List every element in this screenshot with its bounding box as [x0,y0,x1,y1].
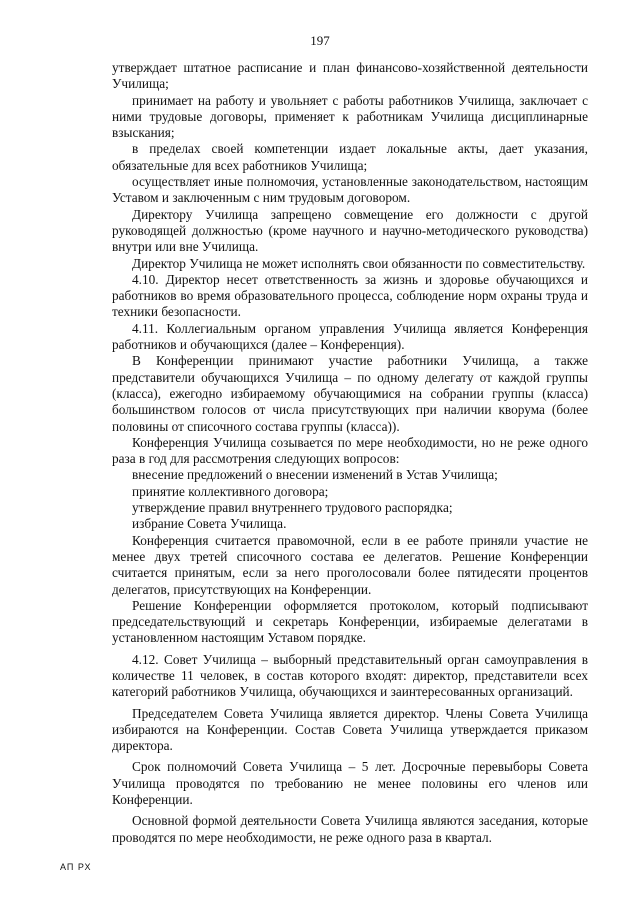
paragraph: Конференция считается правомочной, если в ее работе приняли участие не менее двух третей списочного состава ее делегатов. Решение Конференции считается принятым, если за него проголосовали более пятидесяти процентов делегатов, присутствующих на Конференции. [112,532,588,597]
paragraph: Директор Училища не может исполнять свои обязанности по совместительству. [132,255,586,271]
paragraph: Срок полномочий Совета Училища – 5 лет. Досрочные перевыборы Совета Училища проводятся по требованию не менее половины его членов или Конференции. [112,759,588,808]
paragraph: осуществляет иные полномочия, установленные законодательством, настоящим Уставом и заключенным с ним трудовым договором. [112,174,588,206]
paragraph: утверждает штатное расписание и план финансово-хозяйственной деятельности Училища; [112,60,588,92]
paragraph: утверждение правил внутреннего трудового распорядка; [132,500,453,516]
paragraph: 4.11. Коллегиальным органом управления Училища является Конференция работников и обучающихся (далее – Конференция). [112,320,588,353]
paragraph: принятие коллективного договора; [132,483,329,499]
page-number: 197 [310,33,330,48]
paragraph: принимает на работу и увольняет с работы работников Училища, заключает с ними трудовые договоры, применяет к работникам Училища дисциплинарные взыскания; [112,92,588,141]
paragraph: избрание Совета Училища. [132,516,287,532]
paragraph: Конференция Училища созывается по мере необходимости, но не реже одного раза в год для рассмотрения следующих вопросов: [112,434,588,467]
paragraph: Председателем Совета Училища является директор. Члены Совета Училища избираются на Конференции. Состав Совета Училища утверждается приказом директора. [112,705,588,754]
archive-stamp: АП РХ [60,862,92,872]
document-body [112,60,588,846]
paragraph: в пределах своей компетенции издает локальные акты, дает указания, обязательные для всех работников Училища; [112,141,588,173]
paragraph: В Конференции принимают участие работники Училища, а также представители обучающихся Училища – по одному делегату от каждой группы (класса), ежегодно избираемому обучающимися на собрании группы (класса) большинством голосов от числа присутствующих при наличии кворума (более половины от списочного состава группы (класса)). [112,353,588,434]
paragraph: Основной формой деятельности Совета Училища являются заседания, которые проводятся по мере необходимости, не реже одного раза в квартал. [112,813,588,845]
paragraph: Решение Конференции оформляется протоколом, который подписывают председательствующий и секретарь Конференции, избираемые делегатами в установленном настоящим Уставом порядке. [112,597,588,646]
paragraph: 4.10. Директор несет ответственность за жизнь и здоровье обучающихся и работников во время образовательного процесса, соблюдение норм охраны труда и техники безопасности. [112,271,588,320]
paragraph: внесение предложений о внесении изменений в Устав Училища; [132,467,498,483]
paragraph: 4.12. Совет Училища – выборный представительный орган самоуправления в количестве 11 человек, в состав которого входят: директор, представители всех категорий работников Училища, обучающихся и заинтересованных организаций. [112,651,588,700]
paragraph: Директору Училища запрещено совмещение его должности с другой руководящей должностью (кроме научного и научно-методического руководства) внутри или вне Училища. [112,206,588,255]
